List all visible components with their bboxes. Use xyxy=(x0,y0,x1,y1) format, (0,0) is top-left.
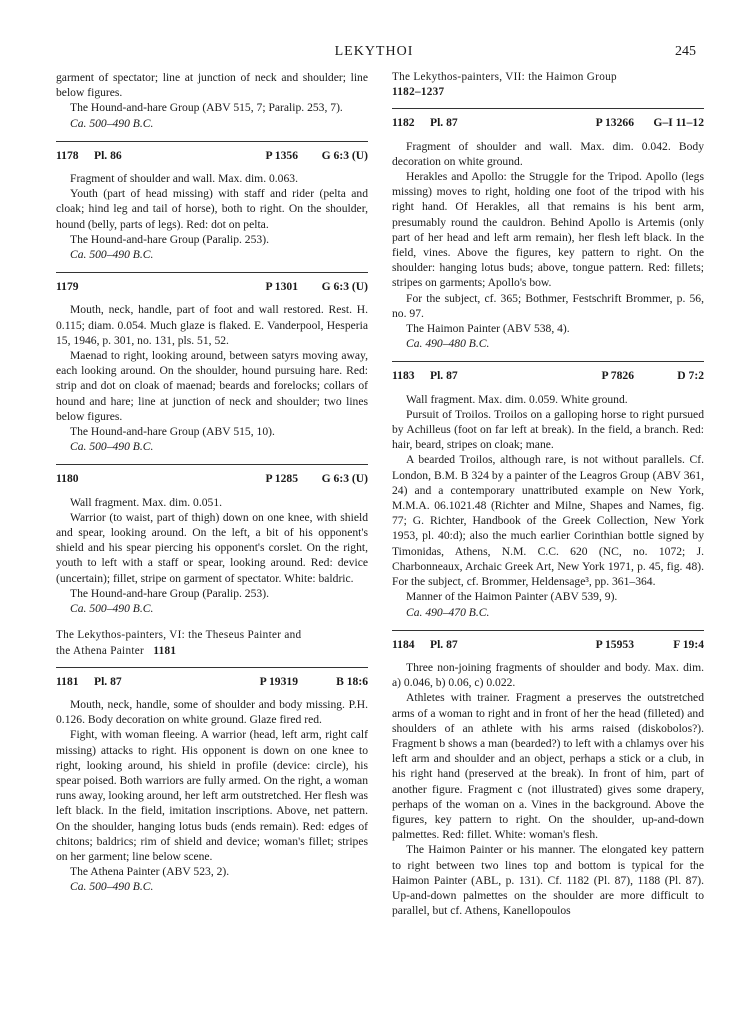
section-title-line2: the Athena Painter xyxy=(56,644,145,657)
entry-heading xyxy=(56,471,368,486)
entry-scene: Herakles and Apollo: the Struggle for the Tripod. Apollo (legs missing) moves to right, holding one foot of the tripod with his right hand. Of Herakles, all that remains is his bent arm, presumably round the cauldron. Behind Apollo is Artemis (only part of her head and left arm remain), her flesh left black. In the field, vines. Above the figures, key pattern to right. On the shoulder: hanging lotus buds; above, tongue pattern. Red: fillets; stripes on garments; Apollo's bow. xyxy=(392,170,704,290)
entry-date: Ca. 500–490 B.C. xyxy=(70,248,154,262)
plate-ref: Pl. 87 xyxy=(430,369,458,383)
entry-description: Three non-joining fragments of shoulder and body. Max. dim. a) 0.046, b) 0.06, c) 0.022. xyxy=(392,660,704,690)
entry-heading xyxy=(56,674,368,689)
plate-ref: Pl. 87 xyxy=(94,674,122,688)
entry-date: Ca. 490–480 B.C. xyxy=(406,337,490,351)
right-column xyxy=(392,70,704,918)
left-column xyxy=(56,70,368,895)
entry-description: Wall fragment. Max. dim. 0.059. White ground. xyxy=(406,392,628,406)
plate-ref xyxy=(94,471,232,486)
entry-number: 1181 xyxy=(56,674,79,688)
entry-heading xyxy=(392,115,704,130)
entry-attribution: The Haimon Painter (ABV 538, 4). xyxy=(406,322,570,336)
entry-date: Ca. 500–490 B.C. xyxy=(70,880,154,894)
catalog-entry-1183 xyxy=(392,361,704,619)
catalog-entry-1181 xyxy=(56,667,368,895)
entry-attribution: Manner of the Haimon Painter (ABV 539, 9). xyxy=(406,590,618,604)
section-title-line1: The Lekythos-painters, VI: the Theseus Painter and xyxy=(56,629,302,642)
entry-heading xyxy=(56,279,368,294)
catalog-entry-1178 xyxy=(56,141,368,262)
deposit-location: G–I 11–12 xyxy=(653,116,704,130)
entry-attribution: The Hound-and-hare Group (Paralip. 253). xyxy=(70,232,269,246)
deposit-location: G 6:3 (U) xyxy=(321,472,368,486)
running-title: LEKYTHOI xyxy=(334,44,414,59)
inventory-number: P 1356 xyxy=(265,148,298,162)
section-heading-vi xyxy=(56,628,368,658)
catalog-entry-1180 xyxy=(56,464,368,616)
carry-over-attribution: The Hound-and-hare Group (ABV 515, 7; Paralip. 253, 7). xyxy=(70,101,343,115)
entry-heading xyxy=(56,148,368,163)
plate-ref: Pl. 87 xyxy=(430,116,458,130)
entry-date: Ca. 500–490 B.C. xyxy=(70,602,154,616)
section-heading-vii xyxy=(392,70,704,100)
section-range: 1181 xyxy=(153,644,177,657)
inventory-number: P 13266 xyxy=(595,116,634,130)
carry-over-date: Ca. 500–490 B.C. xyxy=(70,116,154,130)
entry-number: 1182 xyxy=(392,116,415,130)
entry-number: 1180 xyxy=(56,472,79,486)
entry-scene: Maenad to right, looking around, between satyrs moving away, each looking around. On the shoulder, hound pursuing hare. Red: strip and dot on cloak of maenad; beards and forelocks; collars of hound and hare; line at junction of neck and shoulder; two lines below figures. xyxy=(56,349,368,423)
entry-scene: Youth (part of head missing) with staff and rider (pelta and cloak; hind leg and tail of horse), both to right. On the shoulder, hound (belly, parts of legs). Red: dot on pelta. xyxy=(56,187,368,231)
deposit-location: D 7:2 xyxy=(677,369,704,383)
entry-scene: Pursuit of Troilos. Troilos on a galloping horse to right pursued by Achilleus (foot on far left at break). In the field, a branch. Red: hair, beard, stripes on cloak; mane. xyxy=(392,407,704,452)
entry-commentary: A bearded Troilos, although rare, is not without parallels. Cf. London, B.M. B 324 by a painter of the Leagros Group (ABV 361, 24) and a contemporary unattributed example on New York, M.M.A. 06.1021.48 (Richter and Milne, Shapes and Names, fig. 77; G. Richter, Handbook of the Greek Collection, New York 1953, pl. 40:d); also the much earlier Corinthian bottle signed by Timonidas, Athens, N.M. C.C. 620 (NC, no. 1072; J. Charbonneaux, Archaic Greek Art, New York 1971, p. 45, fig. 48). For the subject, cf. Brommer, Heldensage³, pp. 361–364. xyxy=(392,453,704,589)
page-number: 245 xyxy=(675,44,696,59)
entry-attribution: The Hound-and-hare Group (ABV 515, 10). xyxy=(70,425,275,439)
entry-description: Mouth, neck, handle, some of shoulder and body missing. P.H. 0.126. Body decoration on white ground. Glaze fired red. xyxy=(56,697,368,727)
entry-description: Fragment of shoulder and wall. Max. dim. 0.063. xyxy=(70,172,298,186)
entry-attribution: The Athena Painter (ABV 523, 2). xyxy=(70,865,230,879)
plate-ref xyxy=(94,279,232,294)
entry-heading xyxy=(392,637,704,652)
entry-description: Fragment of shoulder and wall. Max. dim. 0.042. Body decoration on white ground. xyxy=(392,139,704,168)
entry-number: 1183 xyxy=(392,369,415,383)
carry-over-text: garment of spectator; line at junction of neck and shoulder; line below figures. xyxy=(56,71,368,100)
deposit-location: G 6:3 (U) xyxy=(321,280,368,294)
catalog-entry-1184 xyxy=(392,630,704,919)
plate-ref: Pl. 86 xyxy=(94,148,122,162)
deposit-location: F 19:4 xyxy=(673,637,704,651)
catalog-entry-1179 xyxy=(56,272,368,454)
section-title-line1: The Lekythos-painters, VII: the Haimon Group xyxy=(392,71,617,83)
entry-date: Ca. 490–470 B.C. xyxy=(406,605,490,619)
inventory-number: P 1301 xyxy=(265,280,298,294)
entry-scene: Warrior (to waist, part of thigh) down on one knee, with shield and spear, looking around. On the left, a bit of his opponent's shield and his spear piercing his opponent's corslet. On the right, youth to left with a staff or spear, looking around. Red: device (uncertain); fillet, stripe on garment of spectator. White: baldric. xyxy=(56,510,368,585)
inventory-number: P 1285 xyxy=(265,472,298,486)
entry-scene: Fight, with woman fleeing. A warrior (head, left arm, right calf missing) attacks to right. His opponent is down on one knee to right, looking around, his shield in profile (device: circle), his spear poised. Both warriors are fully armed. On the right, a woman runs away, looking around, her left arm outstretched. Her flesh was left black. In the field, imitation inscriptions. Above, net pattern. On the shoulder, hanging lotus buds (ends remain). Red: edges of chitons; baldrics; rim of shield and device; woman's fillet; stripes on her garment; line below scene. xyxy=(56,728,368,863)
deposit-location: B 18:6 xyxy=(336,674,368,688)
entry-heading xyxy=(392,368,704,383)
entry-number: 1178 xyxy=(56,148,79,162)
catalog-entry-1182 xyxy=(392,108,704,351)
deposit-location: G 6:3 (U) xyxy=(321,148,368,162)
inventory-number: P 7826 xyxy=(601,369,634,383)
entry-commentary: The Haimon Painter or his manner. The elongated key pattern to right between two lines top and bottom is typical for the Haimon Painter (ABL, p. 131). Cf. 1182 (Pl. 87), 1188 (Pl. 87). Up-and-down palmettes on the shoulder are more difficult to parallel, but cf. Athens, Kanellopoulos xyxy=(392,843,704,918)
page-header xyxy=(0,44,748,64)
entry-description: Mouth, neck, handle, part of foot and wall restored. Rest. H. 0.115; diam. 0.054. Much glaze is flaked. E. Vanderpool, Hesperia 15, 1946, p. 301, no. 131, pls. 51, 52. xyxy=(56,303,368,347)
inventory-number: P 19319 xyxy=(259,674,298,688)
entry-number: 1179 xyxy=(56,280,79,294)
entry-description: Wall fragment. Max. dim. 0.051. xyxy=(70,495,223,509)
entry-attribution: The Hound-and-hare Group (Paralip. 253). xyxy=(70,586,269,600)
section-range: 1182–1237 xyxy=(392,86,445,99)
plate-ref: Pl. 87 xyxy=(430,637,458,651)
entry-references: For the subject, cf. 365; Bothmer, Festschrift Brommer, p. 56, no. 97. xyxy=(392,291,704,320)
entry-date: Ca. 500–490 B.C. xyxy=(70,440,154,454)
entry-scene: Athletes with trainer. Fragment a preserves the outstretched arms of a woman to right and in front of her the head (filleted) and shoulders of an athlete with his arms raised (diskobolos?). Fragment b shows a man (bearded?) to left with a chlamys over his left arm and shoulder and an object, perhaps a stick or a club, in his right hand (preserved at the break). In front of him, part of another figure. Fragment c (not illustrated) gives some drapery, perhaps of the woman on a. Vines in the background. Above the figures, key pattern to right. On the shoulder, up-and-down palmettes. Red: fillet. White: woman's flesh. xyxy=(392,691,704,842)
inventory-number: P 15953 xyxy=(595,637,634,651)
entry-number: 1184 xyxy=(392,637,415,651)
